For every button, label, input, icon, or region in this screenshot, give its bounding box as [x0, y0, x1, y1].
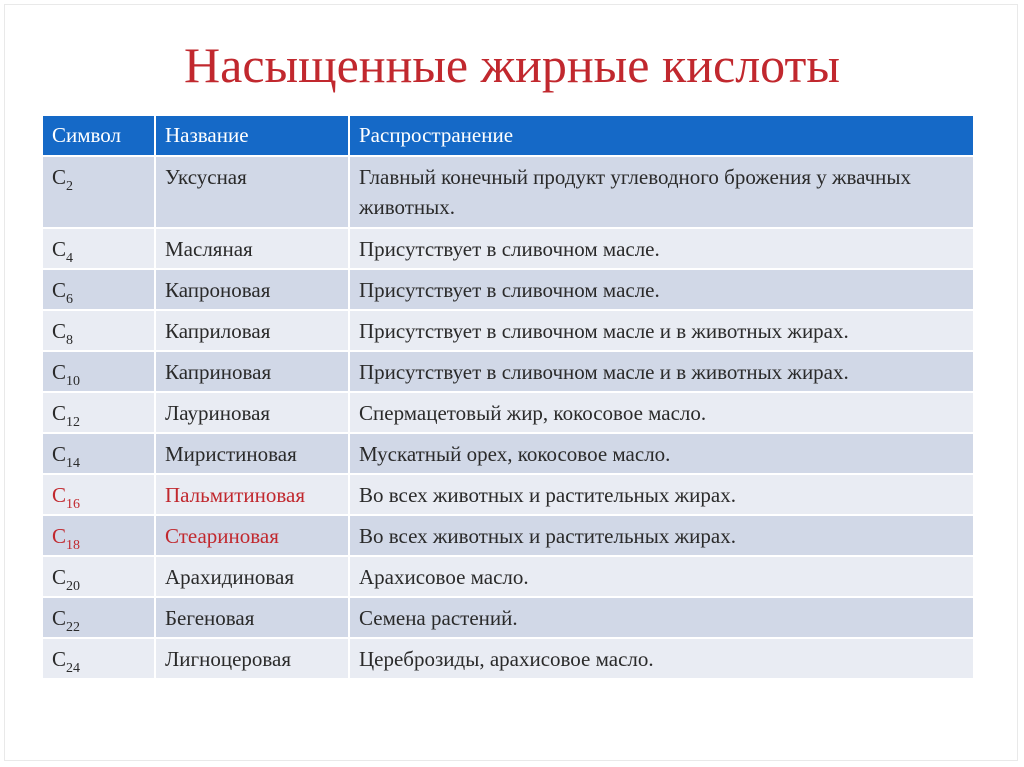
symbol-cell: $C_6$: [43, 269, 155, 310]
fatty-acids-table: [43, 116, 973, 680]
name-cell: Миристиновая: [155, 433, 349, 474]
name-cell: Лигноцеровая: [155, 638, 349, 679]
table-header-row: [43, 116, 973, 156]
table-row: [43, 556, 973, 597]
distribution-cell: Семена растений.: [349, 597, 973, 638]
symbol-cell: $C_4$: [43, 228, 155, 269]
distribution-cell: Цереброзиды, арахисовое масло.: [349, 638, 973, 679]
table-row: [43, 351, 973, 392]
table-row-highlighted: [43, 474, 973, 515]
header-name: Название: [155, 116, 349, 156]
distribution-cell: Во всех животных и растительных жирах.: [349, 474, 973, 515]
table-row-highlighted: [43, 515, 973, 556]
distribution-cell: Присутствует в сливочном масле и в животных жирах.: [349, 351, 973, 392]
distribution-cell: Присутствует в сливочном масле и в животных жирах.: [349, 310, 973, 351]
distribution-cell: Главный конечный продукт углеводного брожения у жвачных животных.: [349, 156, 973, 228]
name-cell: Уксусная: [155, 156, 349, 228]
symbol-cell: $C_{16}$: [43, 474, 155, 515]
table-row: [43, 392, 973, 433]
name-cell: Каприновая: [155, 351, 349, 392]
header-symbol: Символ: [43, 116, 155, 156]
name-cell: Масляная: [155, 228, 349, 269]
name-cell: Капроновая: [155, 269, 349, 310]
header-distribution: Распространение: [349, 116, 973, 156]
distribution-cell: Присутствует в сливочном масле.: [349, 228, 973, 269]
distribution-cell: Спермацетовый жир, кокосовое масло.: [349, 392, 973, 433]
distribution-cell: Мускатный орех, кокосовое масло.: [349, 433, 973, 474]
table-row: [43, 156, 973, 228]
name-cell: Бегеновая: [155, 597, 349, 638]
table-row: [43, 433, 973, 474]
symbol-cell: $C_{20}$: [43, 556, 155, 597]
name-cell: Арахидиновая: [155, 556, 349, 597]
symbol-cell: $C_{18}$: [43, 515, 155, 556]
symbol-cell: $C_2$: [43, 156, 155, 228]
table-row: [43, 269, 973, 310]
symbol-cell: $C_8$: [43, 310, 155, 351]
name-cell: Пальмитиновая: [155, 474, 349, 515]
table-row: [43, 638, 973, 679]
table-row: [43, 597, 973, 638]
symbol-cell: $C_{10}$: [43, 351, 155, 392]
distribution-cell: Арахисовое масло.: [349, 556, 973, 597]
name-cell: Каприловая: [155, 310, 349, 351]
distribution-cell: Присутствует в сливочном масле.: [349, 269, 973, 310]
symbol-cell: $C_{12}$: [43, 392, 155, 433]
symbol-cell: $C_{22}$: [43, 597, 155, 638]
distribution-cell: Во всех животных и растительных жирах.: [349, 515, 973, 556]
name-cell: Лауриновая: [155, 392, 349, 433]
name-cell: Стеариновая: [155, 515, 349, 556]
table-row: [43, 228, 973, 269]
table-row: [43, 310, 973, 351]
symbol-cell: $C_{14}$: [43, 433, 155, 474]
page-title: Насыщенные жирные кислоты: [184, 37, 840, 93]
symbol-cell: $C_{24}$: [43, 638, 155, 679]
